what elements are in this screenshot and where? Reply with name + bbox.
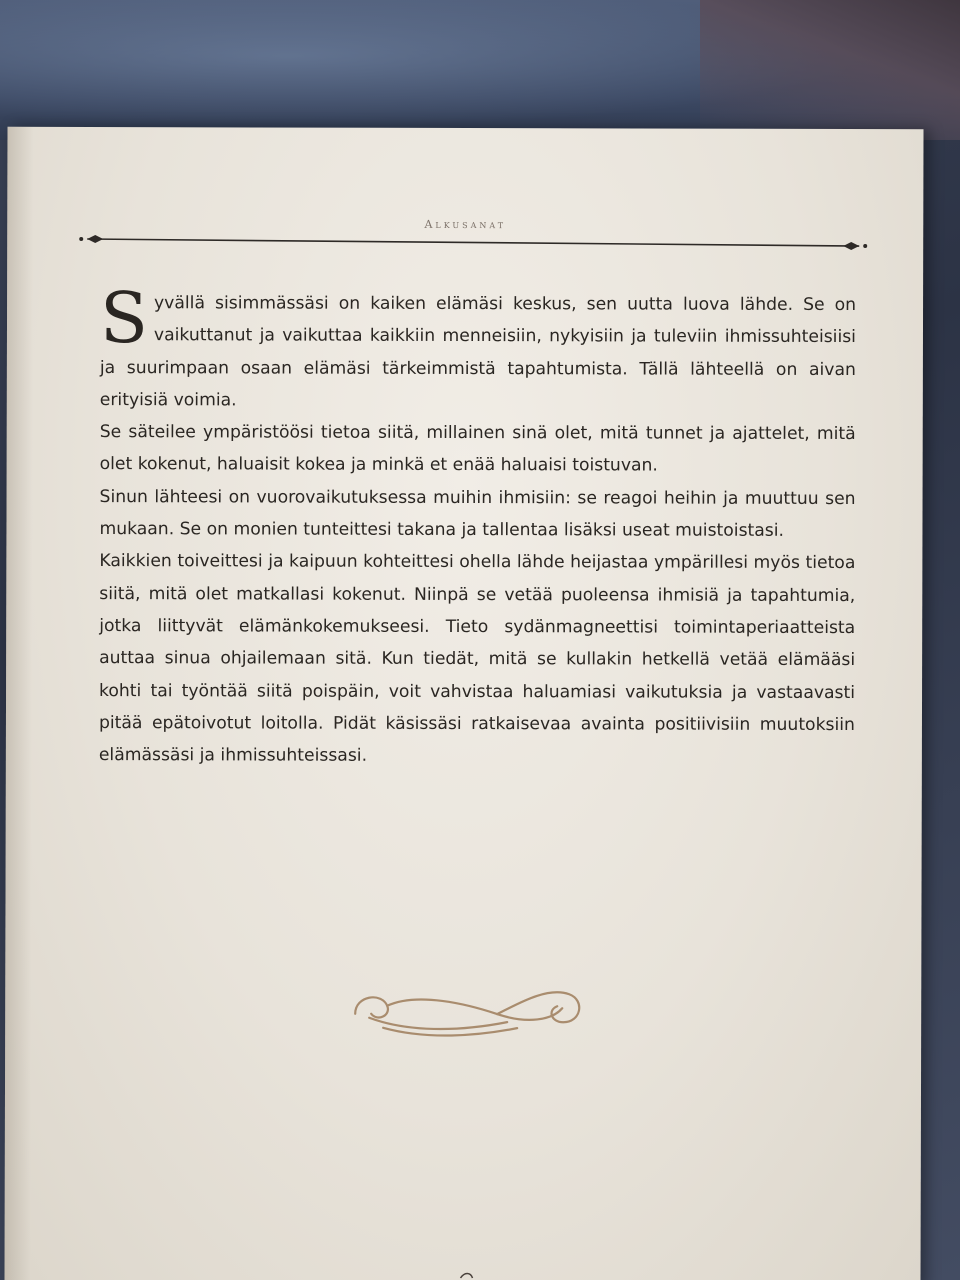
paragraph-2: Se säteilee ympäristöösi tietoa siitä, millainen sinä olet, mitä tunnet ja ajattelet, mitä olet kokenut, haluaisit kokea ja minkä et enää haluaisi toistuvan.: [99, 422, 856, 476]
drop-cap: S: [99, 277, 149, 360]
flourish-ornament-icon: [347, 974, 587, 1047]
book-page: [4, 127, 923, 1280]
rule-left-diamond: [87, 235, 103, 243]
page-number-mark: [456, 1268, 476, 1280]
paragraph-3: Sinun lähteesi on vuorovaikutuksessa muihin ihmisiin: se reagoi heihin ja muuttuu sen mukaan. Se on monien tunteittesi takana ja tallentaa lisäksi useat muistoistasi.: [99, 486, 856, 541]
header-rule: [73, 222, 873, 264]
paragraph-1: [99, 277, 857, 418]
paragraph-1-text: yvällä sisimmässäsi on kaiken elämäsi keskus, sen uutta luova lähde. Se on vaikuttanut ja vaikuttaa kaikkiin menneisiin, nykyisiin ja tuleviin ihmissuhteisiisi ja suurimpaan osaan elämäsi tärkeimmistä tapahtumista. Tällä lähteellä on aivan erityisiä voimia.: [99, 293, 857, 411]
background-fabric: [0, 0, 960, 140]
paragraph-4: Kaikkien toiveittesi ja kaipuun kohteittesi ohella lähde heijastaa ympärillesi myös tietoa siitä, mitä olet matkallasi kokenut. Niinpä se vetää puoleensa ihmisiä ja tapahtumia, jotka liittyvät elämänkokemukseesi. Tieto sydänmagneettisi toimintaperiaatteista auttaa sinua ohjailemaan sitä. Kun tiedät, mitä se kullakin hetkellä vetää elämääsi kohti tai työntää siitä poispäin, voit vahvistaa haluamiasi vaikutuksia ja vastaavasti pitää epätoivotut loitolla. Pidät käsissäsi ratkaisevaa avainta positiivisiin muutoksiin elämässäsi ja ihmissuhteissasi.: [98, 551, 856, 766]
body-text: [98, 277, 857, 773]
running-head: Alkusanat: [424, 217, 507, 232]
rule-right-diamond: [843, 242, 859, 250]
